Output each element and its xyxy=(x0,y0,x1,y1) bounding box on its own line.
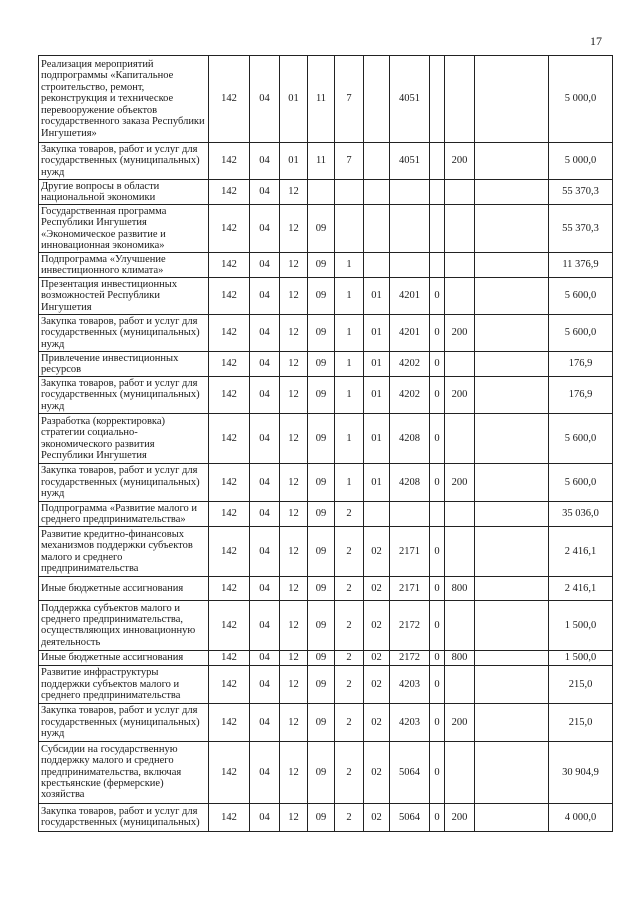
subsection-code: 12 xyxy=(280,180,308,205)
budget-table xyxy=(38,55,613,832)
direction-code: 2171 xyxy=(390,577,430,601)
subprogram-code: 1 xyxy=(335,352,364,377)
subprogram-code: 1 xyxy=(335,464,364,502)
row-name: Государственная программа Республики Ингушетия «Экономическое развитие и инновационная экономика» xyxy=(39,205,209,253)
expense-type-code xyxy=(445,278,475,315)
section-code: 04 xyxy=(250,205,280,253)
direction-code: 2172 xyxy=(390,600,430,650)
expense-type-code xyxy=(445,665,475,703)
event-code: 02 xyxy=(364,665,390,703)
event-code: 02 xyxy=(364,741,390,803)
event-code xyxy=(364,205,390,253)
program-code: 09 xyxy=(308,352,335,377)
table-row xyxy=(39,803,613,831)
ministry-code: 142 xyxy=(209,143,250,180)
row-name: Поддержка субъектов малого и среднего предпринимательства, осуществляющих инновационную деятельность xyxy=(39,600,209,650)
section-code: 04 xyxy=(250,377,280,414)
direction-code: 4208 xyxy=(390,464,430,502)
subsection-code: 12 xyxy=(280,352,308,377)
event-code: 02 xyxy=(364,703,390,741)
ministry-code: 142 xyxy=(209,527,250,577)
expense-type-code: 800 xyxy=(445,577,475,601)
table-row xyxy=(39,703,613,741)
section-code: 04 xyxy=(250,703,280,741)
amount-2017: 176,9 xyxy=(549,377,613,414)
event-code xyxy=(364,143,390,180)
amount-2017: 5 600,0 xyxy=(549,278,613,315)
row-name: Подпрограмма «Улучшение инвестиционного климата» xyxy=(39,253,209,278)
section-code: 04 xyxy=(250,180,280,205)
table-row xyxy=(39,352,613,377)
row-name: Закупка товаров, работ и услуг для государственных (муниципальных) нужд xyxy=(39,315,209,352)
table-row xyxy=(39,253,613,278)
event-code xyxy=(364,502,390,527)
expense-type-code xyxy=(445,502,475,527)
row-name: Презентация инвестиционных возможностей Республики Ингушетия xyxy=(39,278,209,315)
section-code: 04 xyxy=(250,527,280,577)
event-code: 02 xyxy=(364,803,390,831)
row-name: Иные бюджетные ассигнования xyxy=(39,577,209,601)
event-code: 01 xyxy=(364,352,390,377)
program-code: 09 xyxy=(308,803,335,831)
empty-cell xyxy=(475,665,549,703)
subprogram-code xyxy=(335,205,364,253)
empty-cell xyxy=(475,352,549,377)
ministry-code: 142 xyxy=(209,665,250,703)
ministry-code: 142 xyxy=(209,577,250,601)
subsection-code: 12 xyxy=(280,577,308,601)
subsection-code: 12 xyxy=(280,205,308,253)
subsection-code: 12 xyxy=(280,650,308,665)
table-row xyxy=(39,56,613,143)
subprogram-code: 2 xyxy=(335,665,364,703)
ministry-code: 142 xyxy=(209,502,250,527)
ministry-code: 142 xyxy=(209,278,250,315)
subsection-code: 12 xyxy=(280,741,308,803)
subprogram-code: 2 xyxy=(335,502,364,527)
row-name: Развитие инфраструктуры поддержки субъектов малого и среднего предпринимательства xyxy=(39,665,209,703)
event-code: 02 xyxy=(364,527,390,577)
direction-code: 4208 xyxy=(390,414,430,464)
program-code: 09 xyxy=(308,527,335,577)
ministry-code: 142 xyxy=(209,741,250,803)
row-name: Закупка товаров, работ и услуг для государственных (муниципальных) нужд xyxy=(39,464,209,502)
subsection-code: 12 xyxy=(280,464,308,502)
subsection-code: 01 xyxy=(280,143,308,180)
subprogram-code: 2 xyxy=(335,527,364,577)
subsection-code: 12 xyxy=(280,665,308,703)
expense-type-code: 200 xyxy=(445,464,475,502)
section-code: 04 xyxy=(250,665,280,703)
table-row xyxy=(39,650,613,665)
empty-cell xyxy=(475,180,549,205)
amount-2017: 176,9 xyxy=(549,352,613,377)
suffix-code: 0 xyxy=(430,315,445,352)
suffix-code: 0 xyxy=(430,414,445,464)
table-row xyxy=(39,377,613,414)
subsection-code: 12 xyxy=(280,377,308,414)
amount-2017: 55 370,3 xyxy=(549,180,613,205)
suffix-code xyxy=(430,143,445,180)
ministry-code: 142 xyxy=(209,180,250,205)
table-row xyxy=(39,205,613,253)
amount-2017: 215,0 xyxy=(549,665,613,703)
empty-cell xyxy=(475,577,549,601)
expense-type-code xyxy=(445,180,475,205)
program-code: 09 xyxy=(308,577,335,601)
suffix-code: 0 xyxy=(430,577,445,601)
expense-type-code xyxy=(445,56,475,143)
amount-2017: 5 000,0 xyxy=(549,143,613,180)
subsection-code: 01 xyxy=(280,56,308,143)
section-code: 04 xyxy=(250,502,280,527)
direction-code: 4203 xyxy=(390,703,430,741)
table-row xyxy=(39,502,613,527)
suffix-code: 0 xyxy=(430,278,445,315)
amount-2017: 5 600,0 xyxy=(549,464,613,502)
suffix-code: 0 xyxy=(430,803,445,831)
suffix-code: 0 xyxy=(430,650,445,665)
program-code: 09 xyxy=(308,600,335,650)
amount-2017: 11 376,9 xyxy=(549,253,613,278)
suffix-code xyxy=(430,205,445,253)
direction-code: 4201 xyxy=(390,278,430,315)
ministry-code: 142 xyxy=(209,650,250,665)
section-code: 04 xyxy=(250,650,280,665)
section-code: 04 xyxy=(250,600,280,650)
expense-type-code xyxy=(445,741,475,803)
empty-cell xyxy=(475,315,549,352)
page-number: 17 xyxy=(590,34,602,48)
empty-cell xyxy=(475,278,549,315)
program-code: 09 xyxy=(308,650,335,665)
expense-type-code xyxy=(445,352,475,377)
table-row xyxy=(39,741,613,803)
program-code: 09 xyxy=(308,377,335,414)
event-code: 02 xyxy=(364,600,390,650)
subsection-code: 12 xyxy=(280,278,308,315)
section-code: 04 xyxy=(250,577,280,601)
section-code: 04 xyxy=(250,56,280,143)
direction-code xyxy=(390,180,430,205)
table-row xyxy=(39,278,613,315)
subsection-code: 12 xyxy=(280,253,308,278)
ministry-code: 142 xyxy=(209,315,250,352)
subprogram-code: 1 xyxy=(335,377,364,414)
table-row xyxy=(39,143,613,180)
subsection-code: 12 xyxy=(280,527,308,577)
ministry-code: 142 xyxy=(209,600,250,650)
program-code: 09 xyxy=(308,741,335,803)
event-code: 01 xyxy=(364,315,390,352)
section-code: 04 xyxy=(250,464,280,502)
direction-code: 4201 xyxy=(390,315,430,352)
program-code: 09 xyxy=(308,205,335,253)
ministry-code: 142 xyxy=(209,205,250,253)
ministry-code: 142 xyxy=(209,352,250,377)
ministry-code: 142 xyxy=(209,803,250,831)
event-code: 01 xyxy=(364,464,390,502)
subprogram-code: 1 xyxy=(335,253,364,278)
event-code: 02 xyxy=(364,650,390,665)
section-code: 04 xyxy=(250,143,280,180)
program-code: 09 xyxy=(308,278,335,315)
direction-code: 4202 xyxy=(390,352,430,377)
ministry-code: 142 xyxy=(209,377,250,414)
table-row xyxy=(39,577,613,601)
program-code: 09 xyxy=(308,414,335,464)
direction-code: 2172 xyxy=(390,650,430,665)
table-row xyxy=(39,527,613,577)
row-name: Иные бюджетные ассигнования xyxy=(39,650,209,665)
row-name: Реализация мероприятий подпрограммы «Капитальное строительство, ремонт, реконструкция и техническое перевооружение объектов государственного заказа Республики Ингушетия» xyxy=(39,56,209,143)
amount-2017: 5 600,0 xyxy=(549,315,613,352)
subprogram-code: 2 xyxy=(335,803,364,831)
subprogram-code: 2 xyxy=(335,577,364,601)
section-code: 04 xyxy=(250,414,280,464)
amount-2017: 215,0 xyxy=(549,703,613,741)
row-name: Закупка товаров, работ и услуг для государственных (муниципальных) нужд xyxy=(39,377,209,414)
row-name: Разработка (корректировка) стратегии социально-экономического развития Республики Ингушетия xyxy=(39,414,209,464)
direction-code xyxy=(390,253,430,278)
amount-2017: 2 416,1 xyxy=(549,527,613,577)
subprogram-code: 7 xyxy=(335,56,364,143)
expense-type-code: 200 xyxy=(445,143,475,180)
subprogram-code xyxy=(335,180,364,205)
empty-cell xyxy=(475,414,549,464)
program-code xyxy=(308,180,335,205)
direction-code: 4202 xyxy=(390,377,430,414)
ministry-code: 142 xyxy=(209,56,250,143)
subprogram-code: 2 xyxy=(335,703,364,741)
program-code: 09 xyxy=(308,703,335,741)
event-code: 01 xyxy=(364,278,390,315)
empty-cell xyxy=(475,253,549,278)
suffix-code: 0 xyxy=(430,527,445,577)
expense-type-code xyxy=(445,600,475,650)
program-code: 09 xyxy=(308,464,335,502)
empty-cell xyxy=(475,650,549,665)
amount-2017: 5 600,0 xyxy=(549,414,613,464)
row-name: Развитие кредитно-финансовых механизмов поддержки субъектов малого и среднего предпринимательства xyxy=(39,527,209,577)
ministry-code: 142 xyxy=(209,253,250,278)
ministry-code: 142 xyxy=(209,703,250,741)
subprogram-code: 2 xyxy=(335,650,364,665)
program-code: 09 xyxy=(308,315,335,352)
amount-2017: 1 500,0 xyxy=(549,600,613,650)
expense-type-code: 200 xyxy=(445,315,475,352)
direction-code xyxy=(390,205,430,253)
subprogram-code: 2 xyxy=(335,741,364,803)
section-code: 04 xyxy=(250,253,280,278)
row-name: Закупка товаров, работ и услуг для государственных (муниципальных) нужд xyxy=(39,143,209,180)
direction-code: 4051 xyxy=(390,143,430,180)
event-code: 01 xyxy=(364,414,390,464)
event-code: 02 xyxy=(364,577,390,601)
table-row xyxy=(39,464,613,502)
amount-2017: 55 370,3 xyxy=(549,205,613,253)
suffix-code xyxy=(430,56,445,143)
empty-cell xyxy=(475,600,549,650)
expense-type-code: 200 xyxy=(445,803,475,831)
suffix-code: 0 xyxy=(430,703,445,741)
table-row xyxy=(39,665,613,703)
row-name: Подпрограмма «Развитие малого и среднего предпринимательства» xyxy=(39,502,209,527)
suffix-code: 0 xyxy=(430,352,445,377)
program-code: 11 xyxy=(308,56,335,143)
program-code: 09 xyxy=(308,253,335,278)
subprogram-code: 1 xyxy=(335,414,364,464)
expense-type-code xyxy=(445,253,475,278)
expense-type-code xyxy=(445,414,475,464)
program-code: 11 xyxy=(308,143,335,180)
expense-type-code xyxy=(445,205,475,253)
table-row xyxy=(39,414,613,464)
empty-cell xyxy=(475,703,549,741)
row-name: Субсидии на государственную поддержку малого и среднего предпринимательства, включая крестьянские (фермерские) хозяйства xyxy=(39,741,209,803)
empty-cell xyxy=(475,502,549,527)
empty-cell xyxy=(475,741,549,803)
suffix-code: 0 xyxy=(430,377,445,414)
empty-cell xyxy=(475,464,549,502)
subsection-code: 12 xyxy=(280,315,308,352)
direction-code: 5064 xyxy=(390,741,430,803)
amount-2017: 2 416,1 xyxy=(549,577,613,601)
subsection-code: 12 xyxy=(280,600,308,650)
amount-2017: 35 036,0 xyxy=(549,502,613,527)
amount-2017: 1 500,0 xyxy=(549,650,613,665)
amount-2017: 30 904,9 xyxy=(549,741,613,803)
expense-type-code: 200 xyxy=(445,703,475,741)
subprogram-code: 2 xyxy=(335,600,364,650)
direction-code: 4051 xyxy=(390,56,430,143)
direction-code: 4203 xyxy=(390,665,430,703)
suffix-code: 0 xyxy=(430,741,445,803)
direction-code: 2171 xyxy=(390,527,430,577)
row-name: Закупка товаров, работ и услуг для государственных (муниципальных) xyxy=(39,803,209,831)
suffix-code xyxy=(430,253,445,278)
event-code xyxy=(364,253,390,278)
row-name: Другие вопросы в области национальной экономики xyxy=(39,180,209,205)
empty-cell xyxy=(475,377,549,414)
direction-code: 5064 xyxy=(390,803,430,831)
event-code xyxy=(364,56,390,143)
section-code: 04 xyxy=(250,741,280,803)
event-code: 01 xyxy=(364,377,390,414)
section-code: 04 xyxy=(250,278,280,315)
suffix-code: 0 xyxy=(430,464,445,502)
row-name: Закупка товаров, работ и услуг для государственных (муниципальных) нужд xyxy=(39,703,209,741)
subsection-code: 12 xyxy=(280,502,308,527)
subprogram-code: 1 xyxy=(335,278,364,315)
expense-type-code xyxy=(445,527,475,577)
empty-cell xyxy=(475,143,549,180)
subprogram-code: 7 xyxy=(335,143,364,180)
empty-cell xyxy=(475,56,549,143)
amount-2017: 4 000,0 xyxy=(549,803,613,831)
event-code xyxy=(364,180,390,205)
subprogram-code: 1 xyxy=(335,315,364,352)
ministry-code: 142 xyxy=(209,414,250,464)
suffix-code xyxy=(430,502,445,527)
empty-cell xyxy=(475,527,549,577)
suffix-code xyxy=(430,180,445,205)
suffix-code: 0 xyxy=(430,665,445,703)
empty-cell xyxy=(475,803,549,831)
amount-2017: 5 000,0 xyxy=(549,56,613,143)
subsection-code: 12 xyxy=(280,703,308,741)
program-code: 09 xyxy=(308,665,335,703)
section-code: 04 xyxy=(250,803,280,831)
program-code: 09 xyxy=(308,502,335,527)
table-row xyxy=(39,600,613,650)
table-row xyxy=(39,180,613,205)
table-row xyxy=(39,315,613,352)
row-name: Привлечение инвестиционных ресурсов xyxy=(39,352,209,377)
subsection-code: 12 xyxy=(280,803,308,831)
suffix-code: 0 xyxy=(430,600,445,650)
subsection-code: 12 xyxy=(280,414,308,464)
expense-type-code: 800 xyxy=(445,650,475,665)
section-code: 04 xyxy=(250,315,280,352)
expense-type-code: 200 xyxy=(445,377,475,414)
section-code: 04 xyxy=(250,352,280,377)
ministry-code: 142 xyxy=(209,464,250,502)
empty-cell xyxy=(475,205,549,253)
direction-code xyxy=(390,502,430,527)
